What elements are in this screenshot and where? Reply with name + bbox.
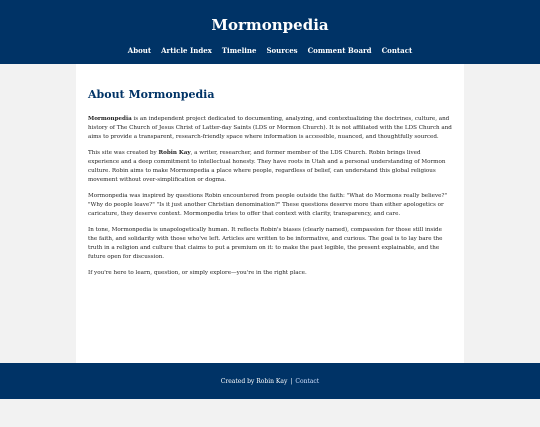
nav-sources[interactable]: Sources xyxy=(266,46,298,55)
main-content xyxy=(76,64,464,363)
page-title: About Mormonpedia xyxy=(88,88,215,101)
site-title[interactable]: Mormonpedia xyxy=(211,16,329,34)
page-bottom xyxy=(0,399,540,427)
paragraph-closing: If you're here to learn, question, or simply explore—you're in the right place. xyxy=(88,270,307,276)
bold-author-name: Robin Kay xyxy=(158,150,191,156)
footer-contact-link[interactable]: Contact xyxy=(295,377,320,385)
nav-about[interactable]: About xyxy=(127,46,152,55)
nav-contact[interactable]: Contact xyxy=(381,46,413,55)
paragraph-creator-before: This site was created by xyxy=(88,150,159,156)
paragraph-creator xyxy=(88,149,452,185)
site-header xyxy=(0,0,540,64)
paragraph-intro xyxy=(88,115,452,142)
bold-site-name: Mormonpedia xyxy=(88,116,132,122)
paragraph-creator-after: , a writer, researcher, and former member of the LDS Church. Robin brings lived experience and a deep commitment to intellectual honesty. They have roots in Utah and a personal understanding of Mormon culture. Robin aims to make Mormonpedia a place where people, regardless of belief, can understand this global religious movement without over-simplification or dogma. xyxy=(88,150,446,183)
nav-article-index[interactable]: Article Index xyxy=(161,46,212,55)
main-nav xyxy=(0,46,540,55)
footer-credit: Created by Robin Kay xyxy=(220,377,288,385)
site-footer xyxy=(0,363,540,399)
paragraph-tone: In tone, Mormonpedia is unapologetically human. It reflects Robin's biases (clearly named), compassion for those still inside the faith, and solidarity with those who've left. Articles are written to be informative, and curious. The goal is to lay bare the truth in a religion and culture that claims to put a premium on it: to make the past legible, the present explainable, and the future open for discussion. xyxy=(88,227,443,260)
nav-timeline[interactable]: Timeline xyxy=(221,46,257,55)
paragraph-inspiration: Mormonpedia was inspired by questions Robin encountered from people outside the faith: "What do Mormons really believe?" "Why do people leave?" "Is it just another Christian denomination?" These questions deserve more than either apologetics or caricature, they deserve context. Mormonpedia tries to offer that context with clarity, transparency, and care. xyxy=(88,193,448,217)
nav-comment-board[interactable]: Comment Board xyxy=(307,46,372,55)
footer-separator: | xyxy=(290,377,293,385)
paragraph-intro-text: is an independent project dedicated to documenting, analyzing, and contextualizing the doctrines, culture, and history of The Church of Jesus Christ of Latter-day Saints (LDS or Mormon Church). It is not affiliated with the LDS Church and aims to provide a transparent, research-friendly space where information is accessible, nuanced, and thoughtfully sourced. xyxy=(88,116,452,140)
